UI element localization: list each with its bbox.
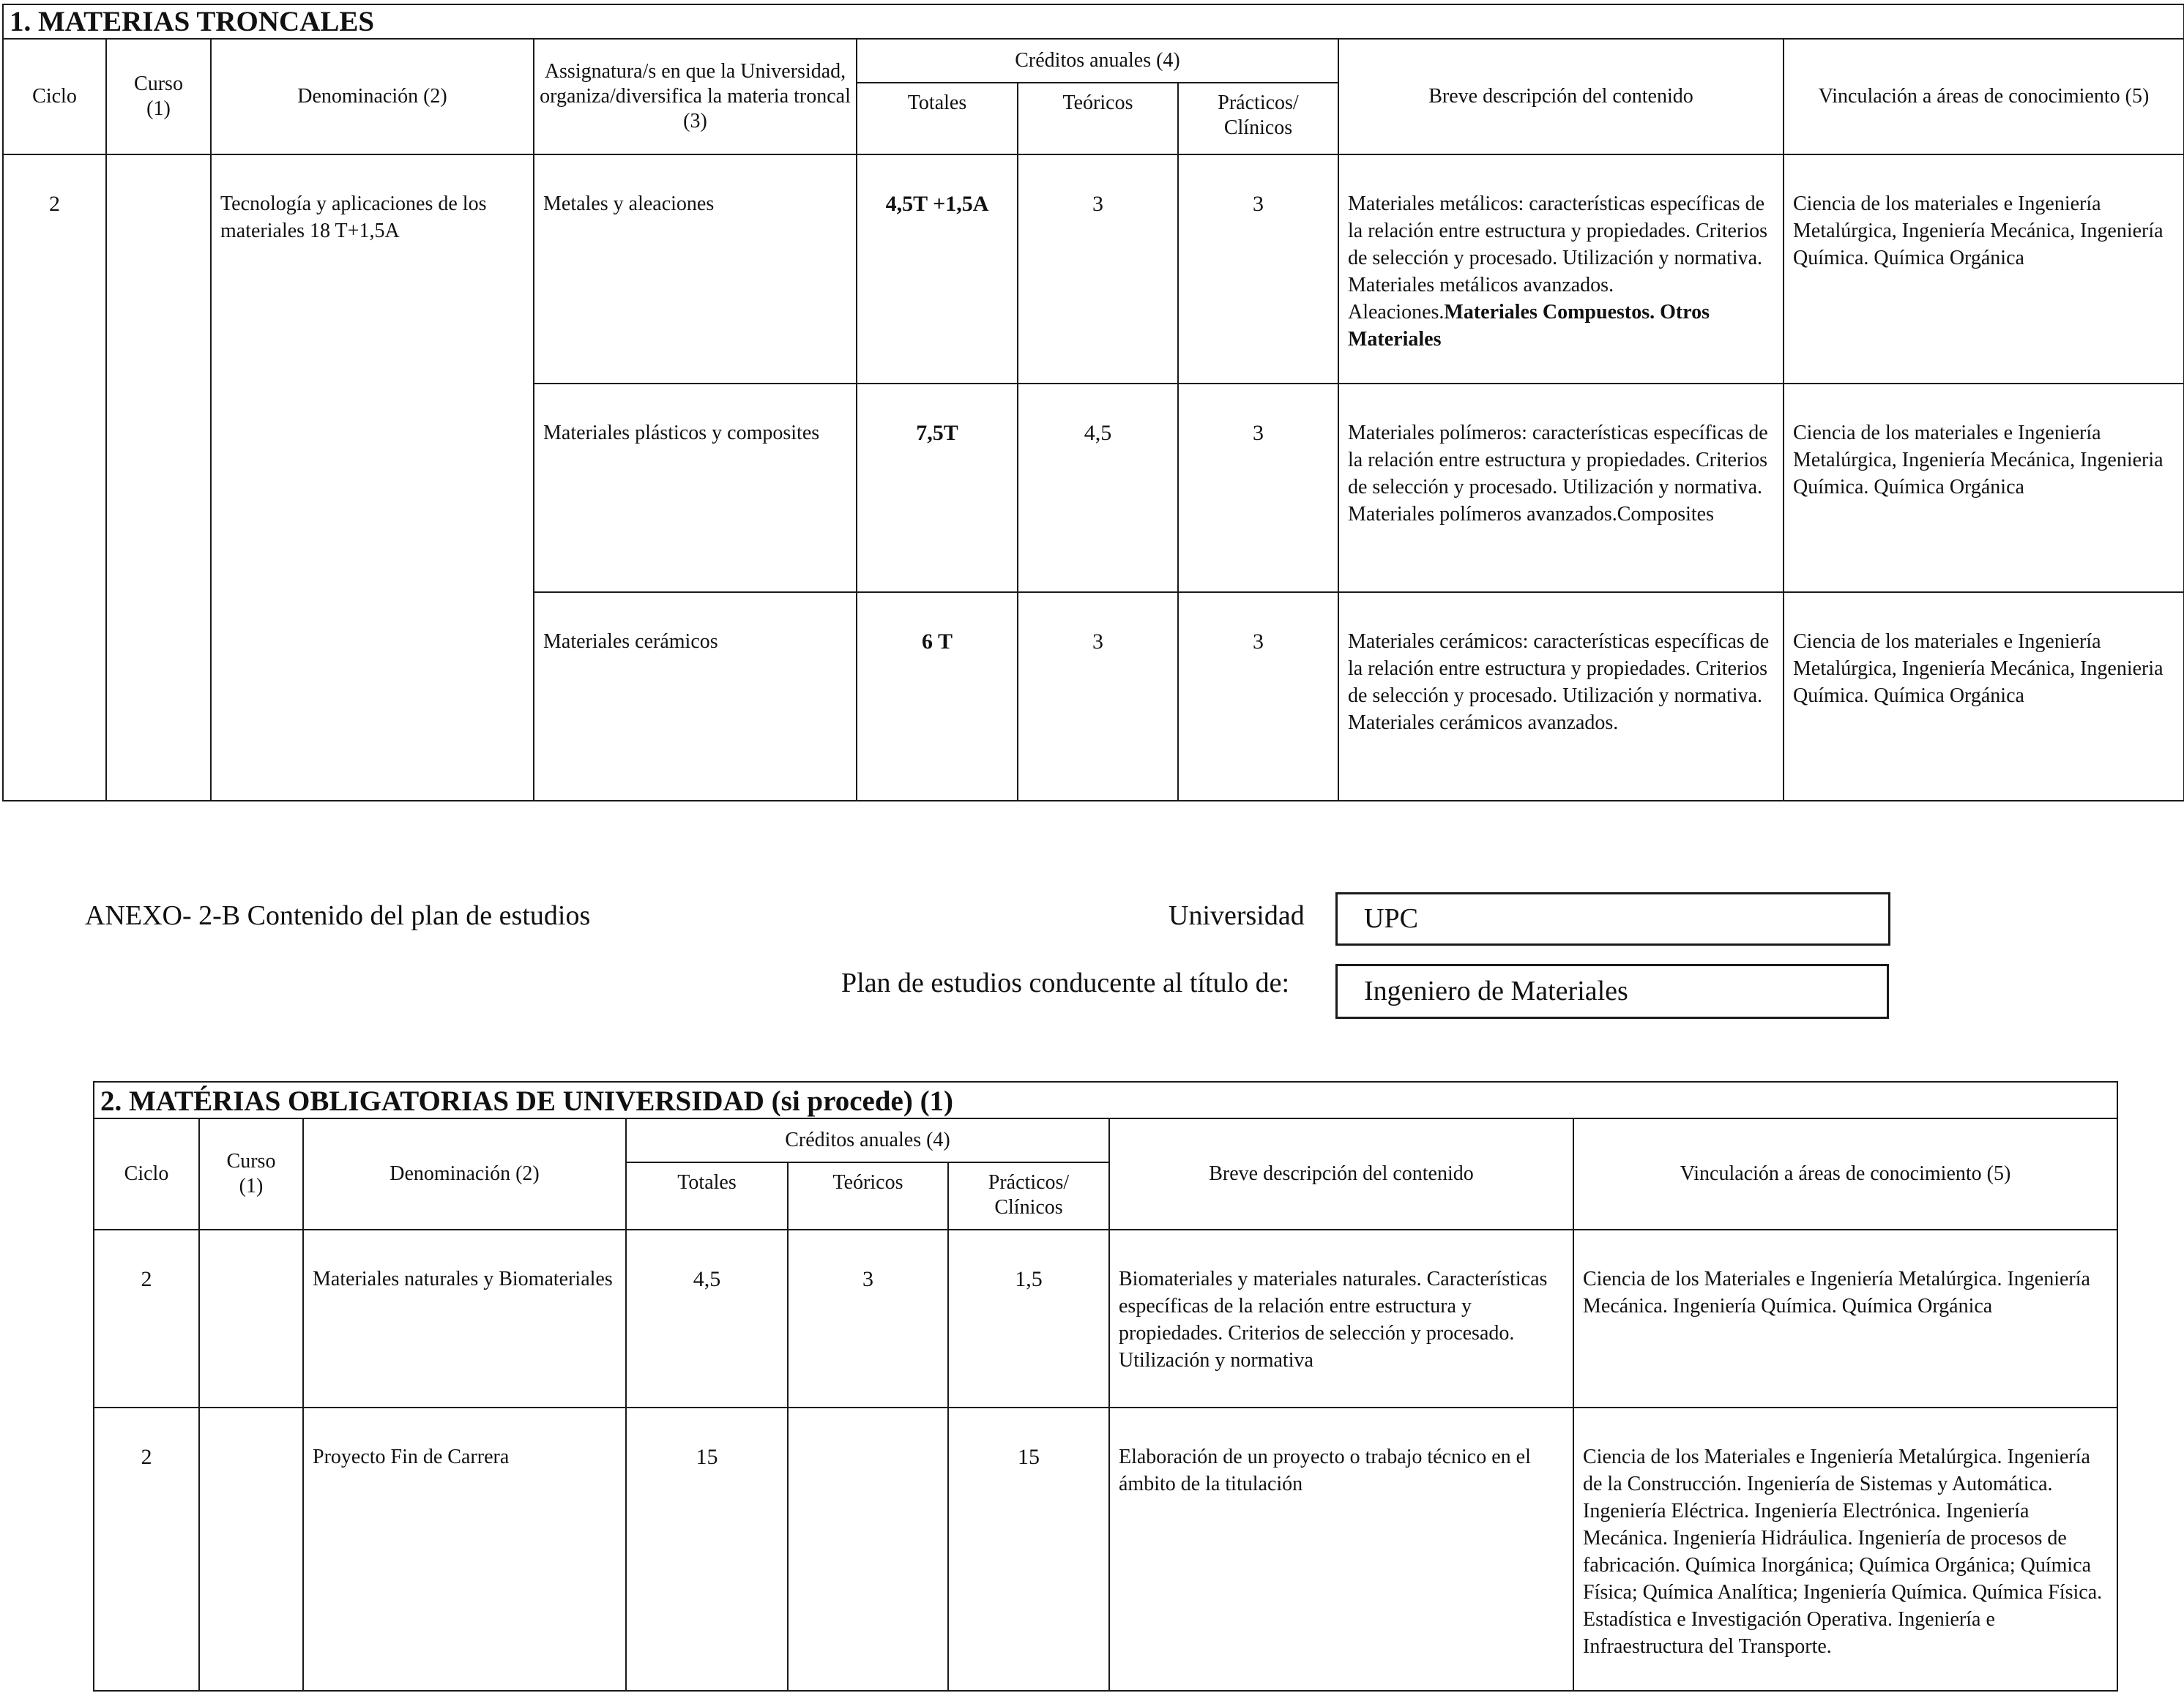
- totales-cell: 6 T: [857, 592, 1018, 801]
- header-creditos: Créditos anuales (4): [626, 1118, 1109, 1162]
- plan-label: Plan de estudios conducente al título de:: [841, 968, 1290, 998]
- asignatura-cell: Materiales cerámicos: [534, 592, 857, 801]
- header-ciclo: Ciclo: [3, 39, 106, 154]
- asignatura-cell: Materiales plásticos y composites: [534, 384, 857, 592]
- header-teoricos: Teóricos: [1018, 83, 1178, 154]
- header-vinculacion: Vinculación a áreas de conocimiento (5): [1573, 1118, 2117, 1230]
- practicos-cell: 15: [948, 1408, 1109, 1691]
- denominacion-cell: Materiales naturales y Biomateriales: [303, 1230, 626, 1408]
- descripcion-cell: Biomateriales y materiales naturales. Características específicas de la relación entre estructura y propiedades. Criterios de selección y procesado. Utilización y normativa: [1109, 1230, 1573, 1408]
- header-descripcion: Breve descripción del contenido: [1338, 39, 1784, 154]
- header-practicos: Prácticos/ Clínicos: [1178, 83, 1338, 154]
- curso-cell: [199, 1230, 303, 1408]
- header-creditos: Créditos anuales (4): [857, 39, 1338, 83]
- descripcion-bold-text: Materiales Compuestos. Otros Materiales: [1348, 301, 1710, 351]
- descripcion-text: Materiales metálicos: características específicas de la relación entre estructura y propiedades. Criterios de selección y procesado. Utilización y normativa. Materiales metálicos avanzados. Aleaciones.: [1348, 193, 1767, 324]
- teoricos-cell: 3: [788, 1230, 948, 1408]
- descripcion-cell: Materiales polímeros: características específicas de la relación entre estructura y propiedades. Criterios de selección y procesado. Utilización y normativa. Materiales polímeros avanzados.Composites: [1338, 384, 1784, 592]
- header-totales: Totales: [857, 83, 1018, 154]
- table-row: [3, 154, 2184, 384]
- asignatura-cell: Metales y aleaciones: [534, 154, 857, 384]
- header-curso-note: (1): [146, 97, 171, 120]
- header-teoricos: Teóricos: [788, 1162, 948, 1230]
- vinculacion-cell: Ciencia de los Materiales e Ingeniería Metalúrgica. Ingeniería de la Construcción. Ingeniería de Sistemas y Automática. Ingeniería Eléctrica. Ingeniería Electrónica. Ingeniería Mecánica. Ingeniería Hidráulica. Ingeniería de procesos de fabricación. Química Inorgánica; Química Orgánica; Química Física; Química Analítica; Ingeniería Química. Química Física. Estadística e Investigación Operativa. Ingeniería e Infraestructura del Transporte.: [1573, 1408, 2117, 1691]
- vinculacion-cell: Ciencia de los materiales e Ingeniería Metalúrgica, Ingeniería Mecánica, Ingeniería Química. Química Orgánica: [1784, 154, 2184, 384]
- descripcion-cell: [1338, 154, 1784, 384]
- teoricos-cell: [788, 1408, 948, 1691]
- header-curso-note: (1): [239, 1175, 264, 1197]
- curso-cell: [199, 1408, 303, 1691]
- vinculacion-cell: Ciencia de los materiales e Ingeniería Metalúrgica, Ingeniería Mecánica, Ingenieria Química. Química Orgánica: [1784, 592, 2184, 801]
- header-denominacion: Denominación (2): [303, 1118, 626, 1230]
- descripcion-cell: Materiales cerámicos: características específicas de la relación entre estructura y propiedades. Criterios de selección y procesado. Utilización y normativa. Materiales cerámicos avanzados.: [1338, 592, 1784, 801]
- ciclo-cell: 2: [3, 154, 106, 801]
- vinculacion-cell: Ciencia de los Materiales e Ingeniería Metalúrgica. Ingeniería Mecánica. Ingeniería Química. Química Orgánica: [1573, 1230, 2117, 1408]
- obligatorias-table: [93, 1081, 2118, 1692]
- section-title: 1. MATERIAS TRONCALES: [3, 4, 2184, 39]
- totales-cell: 4,5: [626, 1230, 788, 1408]
- teoricos-cell: 3: [1018, 592, 1178, 801]
- header-denominacion: Denominación (2): [211, 39, 534, 154]
- header-practicos: Prácticos/ Clínicos: [948, 1162, 1109, 1230]
- header-curso: [106, 39, 211, 154]
- curso-cell: [106, 154, 211, 801]
- annex-title: ANEXO- 2-B Contenido del plan de estudios: [85, 900, 591, 931]
- table-row: [94, 1408, 2117, 1691]
- header-descripcion: Breve descripción del contenido: [1109, 1118, 1573, 1230]
- teoricos-cell: 3: [1018, 154, 1178, 384]
- header-totales: Totales: [626, 1162, 788, 1230]
- totales-cell: 7,5T: [857, 384, 1018, 592]
- practicos-cell: 3: [1178, 154, 1338, 384]
- header-ciclo: Ciclo: [94, 1118, 199, 1230]
- header-curso: [199, 1118, 303, 1230]
- header-curso-label: Curso: [134, 72, 183, 95]
- troncales-table: [2, 4, 2184, 801]
- denominacion-cell: Tecnología y aplicaciones de los materiales 18 T+1,5A: [211, 154, 534, 801]
- totales-cell: 4,5T +1,5A: [857, 154, 1018, 384]
- practicos-cell: 3: [1178, 384, 1338, 592]
- vinculacion-cell: Ciencia de los materiales e Ingeniería Metalúrgica, Ingeniería Mecánica, Ingenieria Química. Química Orgánica: [1784, 384, 2184, 592]
- descripcion-cell: Elaboración de un proyecto o trabajo técnico en el ámbito de la titulación: [1109, 1408, 1573, 1691]
- ciclo-cell: 2: [94, 1230, 199, 1408]
- ciclo-cell: 2: [94, 1408, 199, 1691]
- totales-cell: 15: [626, 1408, 788, 1691]
- universidad-label: Universidad: [1169, 900, 1305, 931]
- teoricos-cell: 4,5: [1018, 384, 1178, 592]
- denominacion-cell: Proyecto Fin de Carrera: [303, 1408, 626, 1691]
- universidad-field: UPC: [1335, 892, 1890, 946]
- practicos-cell: 3: [1178, 592, 1338, 801]
- practicos-cell: 1,5: [948, 1230, 1109, 1408]
- plan-field: Ingeniero de Materiales: [1335, 964, 1889, 1019]
- section-title: 2. MATÉRIAS OBLIGATORIAS DE UNIVERSIDAD (si procede) (1): [94, 1082, 2117, 1118]
- header-asignatura: Assignatura/s en que la Universidad, organiza/diversifica la materia troncal (3): [534, 39, 857, 154]
- table-row: [94, 1230, 2117, 1408]
- header-curso-label: Curso: [226, 1150, 276, 1173]
- header-vinculacion: Vinculación a áreas de conocimiento (5): [1784, 39, 2184, 154]
